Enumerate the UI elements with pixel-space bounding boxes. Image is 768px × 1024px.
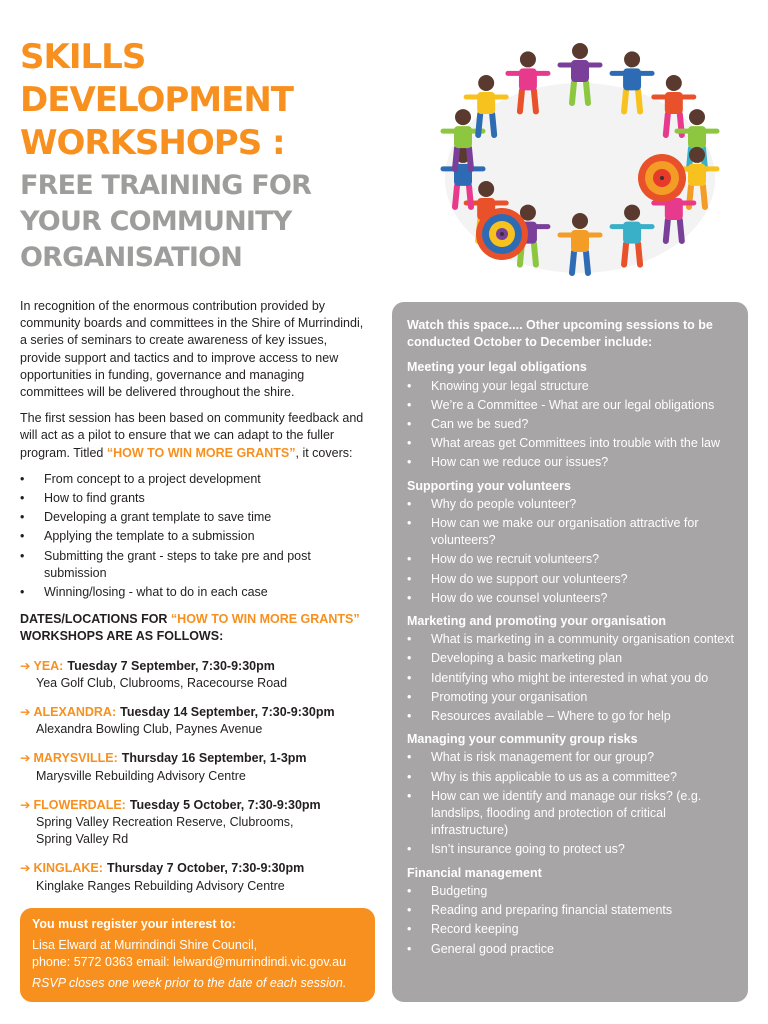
list-item: • How can we make our organisation attractive for volunteers?: [407, 515, 734, 549]
location-item: [20, 704, 370, 738]
list-item: • Promoting your organisation: [407, 689, 734, 706]
people-circle-illustration: [410, 28, 730, 283]
session-topics-list: [407, 496, 734, 607]
session-time: Tuesday 5 October, 7:30-9:30pm: [129, 797, 321, 812]
arrow-right-icon: ➔: [20, 751, 31, 766]
contact-name: Lisa Elward at Murrindindi Shire Council,: [32, 938, 258, 952]
list-item: • Developing a basic marketing plan: [407, 650, 734, 667]
dates-heading: DATES/LOCATIONS FOR “HOW TO WIN MORE GRANTS” WORKSHOPS ARE AS FOLLOWS:: [20, 612, 360, 644]
list-item: • How do we recruit volunteers?: [407, 551, 734, 568]
wheelchair-icon: [476, 208, 528, 260]
venue-address: Spring Valley Rd: [36, 832, 129, 847]
location-item: [20, 797, 370, 849]
section-heading: Financial management: [407, 865, 542, 880]
sessions-sections: [407, 359, 734, 957]
list-item: • What is marketing in a community organisation context: [407, 631, 734, 648]
venue-address: Yea Golf Club, Clubrooms, Racecourse Road: [36, 675, 288, 690]
rsvp-note: RSVP closes one week prior to the date of each session.: [32, 976, 347, 990]
list-item: • Record keeping: [407, 921, 734, 938]
list-item: • What areas get Committees into trouble with the law: [407, 435, 734, 452]
list-item: • Budgeting: [407, 883, 734, 900]
arrow-right-icon: ➔: [20, 658, 31, 673]
session-time: Thursday 7 October, 7:30-9:30pm: [106, 861, 305, 876]
panel-intro: Watch this space.... Other upcoming sessions to be conducted October to December include:: [407, 318, 713, 350]
location-name: KINGLAKE:: [33, 861, 103, 876]
wheelchair-icon: [638, 154, 686, 202]
venue-address: Spring Valley Recreation Reserve, Clubrooms,: [36, 815, 294, 830]
register-box: [20, 908, 375, 1002]
venue-address: Alexandra Bowling Club, Paynes Avenue: [36, 722, 263, 737]
location-item: [20, 750, 370, 784]
list-item: • How can we identify and manage our risks? (e.g. landslips, flooding and protection of critical infrastructure): [407, 788, 734, 840]
location-name: YEA:: [33, 658, 64, 673]
list-item: • How can we reduce our issues?: [407, 454, 734, 471]
list-item: • Resources available – Where to go for help: [407, 708, 734, 725]
list-item: • How do we counsel volunteers?: [407, 590, 734, 607]
session-time: Tuesday 14 September, 7:30-9:30pm: [120, 705, 335, 720]
session-time: Thursday 16 September, 1-3pm: [121, 751, 307, 766]
arrow-right-icon: ➔: [20, 797, 31, 812]
upcoming-sessions-panel: [392, 302, 748, 1002]
venue-address: Kinglake Ranges Rebuilding Advisory Centre: [36, 878, 285, 893]
venue-address: Marysville Rebuilding Advisory Centre: [36, 768, 246, 783]
pilot-paragraph: The first session has been based on community feedback and will act as a pilot to ensure that we can adapt to the fuller program. Titled “HOW TO WIN MORE GRANTS”, it covers:: [20, 411, 364, 460]
contact-details: phone: 5772 0363 email: lelward@murrindindi.vic.gov.au: [32, 955, 347, 969]
list-item: • Winning/losing - what to do in each case: [20, 584, 370, 601]
intro-column: [20, 298, 370, 907]
section-heading: Marketing and promoting your organisation: [407, 614, 667, 629]
register-heading: You must register your interest to:: [32, 917, 236, 931]
location-name: FLOWERDALE:: [33, 797, 126, 812]
covers-list: [20, 471, 370, 601]
arrow-right-icon: ➔: [20, 861, 31, 876]
list-item: • Applying the template to a submission: [20, 528, 370, 545]
list-item: • Reading and preparing financial statements: [407, 902, 734, 919]
locations-list: [20, 658, 370, 895]
list-item: • General good practice: [407, 941, 734, 958]
list-item: • Submitting the grant - steps to take pre and post submission: [20, 548, 370, 582]
intro-paragraph: In recognition of the enormous contribution provided by community boards and committees in the Shire of Murrindindi, a series of seminars to create awareness of key issues, provide support and tactics and to improve access to new opportunities in funding, governance and managing committees will be delivered throughout the shire.: [20, 299, 364, 400]
list-item: • Isn’t insurance going to protect us?: [407, 841, 734, 858]
list-item: • Developing a grant template to save time: [20, 509, 370, 526]
list-item: • Knowing your legal structure: [407, 378, 734, 395]
list-item: • We’re a Committee - What are our legal obligations: [407, 397, 734, 414]
location-item: [20, 658, 370, 692]
list-item: • Why do people volunteer?: [407, 496, 734, 513]
list-item: • Identifying who might be interested in what you do: [407, 670, 734, 687]
arrow-right-icon: ➔: [20, 705, 31, 720]
session-topics-list: [407, 883, 734, 958]
list-item: • From concept to a project development: [20, 471, 370, 488]
list-item: • Why is this applicable to us as a committee?: [407, 769, 734, 786]
list-item: • How do we support our volunteers?: [407, 571, 734, 588]
session-topics-list: [407, 631, 734, 725]
session-time: Tuesday 7 September, 7:30-9:30pm: [67, 658, 275, 673]
list-item: • How to find grants: [20, 490, 370, 507]
location-name: ALEXANDRA:: [33, 705, 117, 720]
title-main: SKILLS DEVELOPMENT WORKSHOPS :: [20, 37, 293, 163]
grants-title: “HOW TO WIN MORE GRANTS”: [106, 445, 296, 460]
session-topics-list: [407, 378, 734, 472]
list-item: • Can we be sued?: [407, 416, 734, 433]
section-heading: Supporting your volunteers: [407, 478, 571, 493]
title-subtitle: FREE TRAINING FOR YOUR COMMUNITY ORGANISATION: [20, 170, 312, 273]
section-heading: Meeting your legal obligations: [407, 360, 587, 375]
section-heading: Managing your community group risks: [407, 732, 638, 747]
location-name: MARYSVILLE:: [33, 751, 118, 766]
session-topics-list: [407, 749, 734, 858]
list-item: • What is risk management for our group?: [407, 749, 734, 766]
location-item: [20, 860, 370, 894]
page-title: [20, 36, 400, 276]
